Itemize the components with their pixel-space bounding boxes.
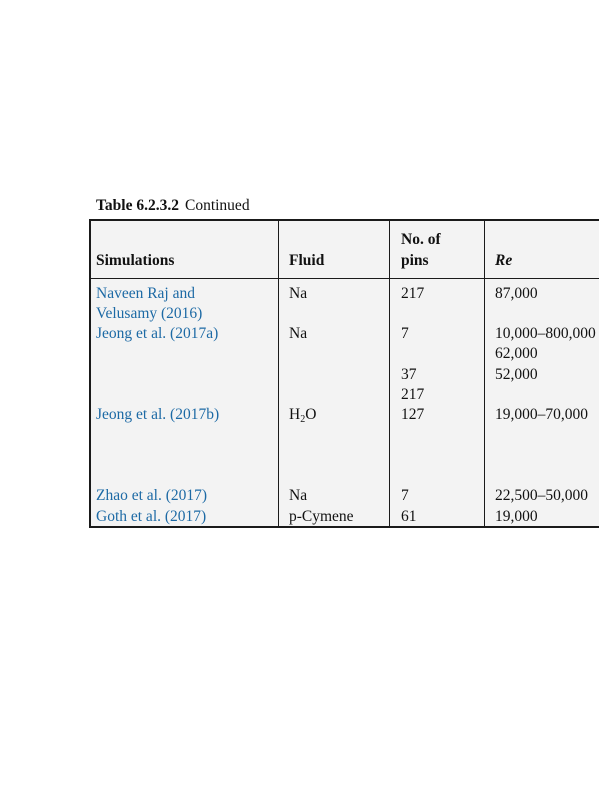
header-rule xyxy=(91,278,599,279)
fluid-formula-main: H xyxy=(289,406,301,423)
fluid-cell: Na xyxy=(289,285,308,302)
fluid-cell xyxy=(289,405,316,425)
header-pins-line1: No. of xyxy=(401,231,441,248)
column-divider xyxy=(484,221,485,526)
re-cell: 22,500–50,000 xyxy=(495,487,588,504)
re-cell: 52,000 xyxy=(495,366,538,383)
pins-cell: 217 xyxy=(401,386,425,403)
table-caption xyxy=(96,197,250,215)
pins-cell: 61 xyxy=(401,508,417,525)
simulation-link[interactable]: Naveen Raj and xyxy=(96,285,195,302)
table-number: Table 6.2.3.2 xyxy=(96,197,179,214)
fluid-cell: Na xyxy=(289,325,308,342)
fluid-formula-subscript: 2 xyxy=(300,414,306,425)
fluid-formula-tail: O xyxy=(305,406,317,423)
header-pins-line2: pins xyxy=(401,252,429,269)
re-cell: 10,000–800,000 xyxy=(495,325,596,342)
table-caption-text: Continued xyxy=(184,197,250,214)
simulation-link[interactable]: Jeong et al. (2017b) xyxy=(96,406,220,423)
re-cell: 87,000 xyxy=(495,285,538,302)
column-divider xyxy=(278,221,279,526)
simulation-link[interactable]: Zhao et al. (2017) xyxy=(96,487,208,504)
pins-cell: 7 xyxy=(401,487,409,504)
pins-cell: 217 xyxy=(401,285,425,302)
data-table xyxy=(89,219,599,528)
header-simulations: Simulations xyxy=(96,252,175,269)
pins-cell: 127 xyxy=(401,406,425,423)
re-cell: 19,000 xyxy=(495,508,538,525)
simulation-link[interactable]: Jeong et al. (2017a) xyxy=(96,325,219,342)
pins-cell: 7 xyxy=(401,325,409,342)
fluid-cell: p-Cymene xyxy=(289,508,354,525)
pins-cell: 37 xyxy=(401,366,417,383)
simulation-link[interactable]: Goth et al. (2017) xyxy=(96,508,207,525)
simulation-link[interactable]: Velusamy (2016) xyxy=(96,305,203,322)
re-cell: 19,000–70,000 xyxy=(495,406,588,423)
header-fluid: Fluid xyxy=(289,252,325,269)
re-cell: 62,000 xyxy=(495,345,538,362)
header-re: Re xyxy=(495,252,513,269)
column-divider xyxy=(389,221,390,526)
fluid-cell: Na xyxy=(289,487,308,504)
